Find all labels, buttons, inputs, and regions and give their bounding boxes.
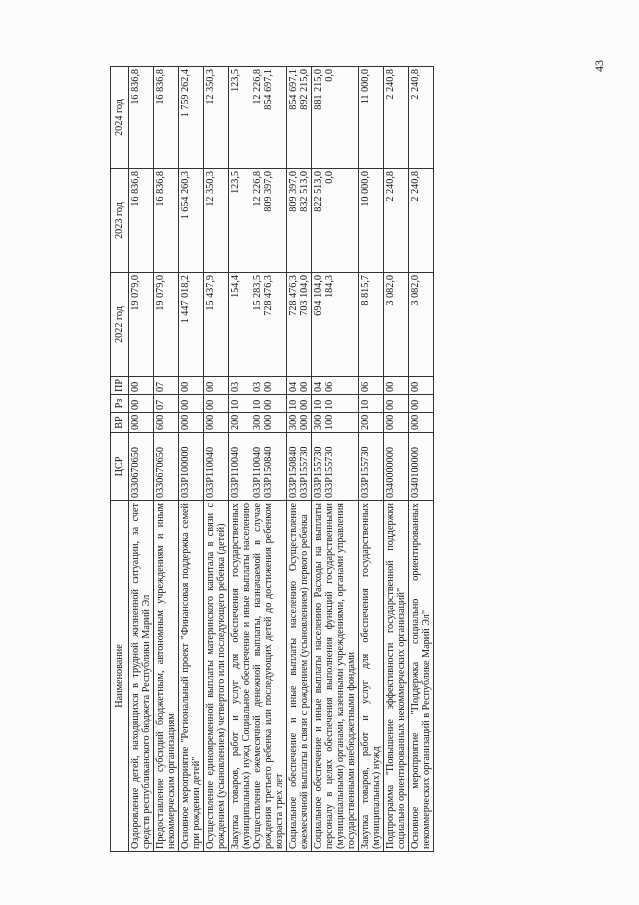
cell-csr — [229, 433, 287, 501]
cell-name: Предоставление субсидий бюджетным, автономным учреждениям и иным некоммерческим организациям — [154, 501, 179, 852]
cell-vr-line: 200 — [230, 414, 241, 430]
cell-2023-line — [241, 171, 252, 270]
cell-2023 — [229, 169, 287, 273]
header-vr: ВР — [111, 413, 129, 433]
header-csr: ЦСР — [111, 433, 129, 501]
header-row — [111, 67, 129, 852]
cell-2024-line: 881 215,0 — [313, 69, 324, 110]
header-2022: 2022 год — [111, 273, 129, 377]
cell-pr — [312, 377, 359, 395]
cell-csr-line: 0340000000 — [385, 447, 396, 498]
cell-vr-line: 000 — [205, 414, 216, 430]
cell-2023-line: 0,0 — [324, 171, 335, 184]
table-row — [409, 67, 434, 852]
cell-pr — [287, 377, 312, 395]
cell-rz — [409, 395, 434, 413]
cell-2024-line: 892 215,0 — [299, 69, 310, 110]
cell-2023-line: 2 240,8 — [385, 171, 396, 202]
cell-2022-line: 728 476,3 — [263, 275, 274, 316]
cell-vr — [179, 413, 204, 433]
cell-2023-line: 809 397,0 — [263, 171, 274, 212]
cell-pr-line: 00 — [130, 381, 141, 392]
cell-pr — [409, 377, 434, 395]
cell-rz-line: 00 — [205, 399, 216, 410]
cell-name: Основное мероприятие "Региональный проект "Финансовая поддержка семей при рождении детей" — [179, 501, 204, 852]
cell-name: Осуществление единовременной выплаты материнского капитала в связи с рождением (усыновлением) четвертого или последующего ребенка (детей) — [204, 501, 229, 852]
cell-vr-line: 000 — [180, 414, 191, 430]
cell-rz-line: 10 — [288, 399, 299, 410]
cell-vr-line: 000 — [410, 414, 421, 430]
cell-rz-line: 00 — [410, 399, 421, 410]
cell-rz-line: 07 — [155, 399, 166, 410]
cell-2023 — [359, 169, 384, 273]
cell-rz — [179, 395, 204, 413]
table-body — [129, 67, 434, 852]
cell-2024 — [154, 67, 179, 169]
cell-2022-line: 1 447 018,2 — [180, 275, 191, 324]
cell-vr-line: 300 — [252, 414, 263, 430]
cell-pr-line: 04 — [313, 381, 324, 392]
cell-2023-line: 2 240,8 — [410, 171, 421, 202]
cell-csr-line: 033P150840 — [263, 446, 274, 498]
cell-2024-line: 854 697,1 — [263, 69, 274, 110]
cell-vr-line: 100 — [324, 414, 335, 430]
table-row — [287, 67, 312, 852]
cell-rz-line: 00 — [180, 399, 191, 410]
cell-2023 — [409, 169, 434, 273]
cell-2022-line: 3 082,0 — [385, 275, 396, 306]
cell-rz-line: 10 — [230, 399, 241, 410]
cell-2022 — [409, 273, 434, 377]
cell-rz — [129, 395, 154, 413]
cell-rz-line: 00 — [385, 399, 396, 410]
cell-pr-line: 06 — [324, 381, 335, 392]
cell-2022 — [312, 273, 359, 377]
cell-csr — [204, 433, 229, 501]
cell-2023 — [312, 169, 359, 273]
table-row — [154, 67, 179, 852]
cell-2022-line: 15 437,9 — [205, 275, 216, 311]
cell-2024-line — [241, 69, 252, 166]
cell-2024-line: 16 836,8 — [155, 69, 166, 105]
cell-2023 — [287, 169, 312, 273]
cell-2022 — [384, 273, 409, 377]
cell-csr — [154, 433, 179, 501]
cell-2022 — [154, 273, 179, 377]
table-row — [229, 67, 287, 852]
cell-2022 — [129, 273, 154, 377]
cell-pr-line: 00 — [299, 381, 310, 392]
table-row — [129, 67, 154, 852]
cell-rz — [204, 395, 229, 413]
cell-pr-line: 00 — [180, 381, 191, 392]
cell-pr — [204, 377, 229, 395]
cell-vr-line: 000 — [263, 414, 274, 430]
cell-2023-line: 16 836,8 — [155, 171, 166, 207]
cell-csr — [312, 433, 359, 501]
cell-2023-line: 809 397,0 — [288, 171, 299, 212]
cell-vr — [229, 413, 287, 433]
cell-2022 — [287, 273, 312, 377]
cell-vr-line: 300 — [313, 414, 324, 430]
cell-2023 — [204, 169, 229, 273]
table-row — [384, 67, 409, 852]
cell-pr-line: 07 — [155, 381, 166, 392]
cell-csr — [287, 433, 312, 501]
cell-2022-line: 19 079,0 — [155, 275, 166, 311]
cell-csr-line: 033P155730 — [360, 446, 371, 498]
cell-2024 — [287, 67, 312, 169]
cell-rz — [359, 395, 384, 413]
cell-pr-line: 04 — [288, 381, 299, 392]
cell-pr — [359, 377, 384, 395]
cell-name: Закупка товаров, работ и услуг для обеспечения государственных (муниципальных) нужд Социальное обеспечение и иные выплаты населению Осуществление ежемесячной денежной выплаты, назначаемой в случае рождения третьего ребенка или последующих детей до достижения ребенком возраста трех лет — [229, 501, 287, 852]
cell-csr-line: 0330670650 — [155, 447, 166, 498]
cell-pr — [229, 377, 287, 395]
cell-2023-line: 16 836,8 — [130, 171, 141, 207]
cell-csr — [129, 433, 154, 501]
cell-vr — [129, 413, 154, 433]
cell-vr — [409, 413, 434, 433]
cell-pr-line: 06 — [360, 381, 371, 392]
cell-2022-line: 703 104,0 — [299, 275, 310, 316]
cell-2022-line — [241, 275, 252, 374]
cell-pr-line: 00 — [410, 381, 421, 392]
cell-csr-line: 033P155730 — [324, 446, 335, 498]
cell-rz — [229, 395, 287, 413]
cell-2024-line: 0,0 — [324, 69, 335, 82]
cell-csr-line: 033P155730 — [313, 446, 324, 498]
cell-2022-line: 3 082,0 — [410, 275, 421, 306]
cell-csr-line — [241, 435, 252, 498]
cell-pr-line: 03 — [230, 381, 241, 392]
cell-2022 — [229, 273, 287, 377]
cell-rz-line: 10 — [324, 399, 335, 410]
cell-vr — [384, 413, 409, 433]
table-row — [359, 67, 384, 852]
cell-vr-line: 000 — [299, 414, 310, 430]
cell-2024 — [179, 67, 204, 169]
cell-pr — [384, 377, 409, 395]
cell-rz-line: 00 — [299, 399, 310, 410]
header-2023: 2023 год — [111, 169, 129, 273]
cell-2023-line: 1 654 260,3 — [180, 171, 191, 220]
cell-rz-line — [241, 397, 252, 410]
cell-vr — [204, 413, 229, 433]
cell-pr-line: 00 — [385, 381, 396, 392]
cell-2024 — [359, 67, 384, 169]
cell-pr — [179, 377, 204, 395]
table-row — [204, 67, 229, 852]
cell-csr-line: 033P155730 — [299, 446, 310, 498]
budget-table — [110, 66, 434, 852]
cell-2023 — [154, 169, 179, 273]
cell-vr — [359, 413, 384, 433]
cell-csr-line: 033P110040 — [205, 446, 216, 498]
cell-2022 — [204, 273, 229, 377]
cell-csr-line: 033P100000 — [180, 446, 191, 498]
cell-2022-line: 8 815,7 — [360, 275, 371, 306]
cell-csr-line: 033P110040 — [230, 446, 241, 498]
cell-csr-line: 033P150840 — [288, 446, 299, 498]
cell-vr — [154, 413, 179, 433]
cell-2024-line: 123,5 — [230, 69, 241, 92]
cell-2023-line: 832 513,0 — [299, 171, 310, 212]
cell-2022-line: 15 283,5 — [252, 275, 263, 311]
cell-2023-line: 12 226,8 — [252, 171, 263, 207]
cell-2024 — [229, 67, 287, 169]
header-pr: ПР — [111, 377, 129, 395]
cell-pr — [154, 377, 179, 395]
cell-rz-line: 10 — [313, 399, 324, 410]
cell-2022-line: 154,4 — [230, 275, 241, 298]
cell-rz-line: 00 — [263, 399, 274, 410]
cell-2022-line: 184,3 — [324, 275, 335, 298]
cell-vr — [312, 413, 359, 433]
cell-csr — [384, 433, 409, 501]
cell-rz — [312, 395, 359, 413]
cell-2024-line: 2 240,8 — [410, 69, 421, 100]
cell-2024 — [409, 67, 434, 169]
cell-2024 — [384, 67, 409, 169]
cell-csr-line: 0330670650 — [130, 447, 141, 498]
cell-rz — [287, 395, 312, 413]
header-rz: Рз — [111, 395, 129, 413]
cell-pr-line — [241, 379, 252, 392]
cell-2024-line: 12 226,8 — [252, 69, 263, 105]
cell-vr — [287, 413, 312, 433]
page-number: 43 — [592, 60, 606, 72]
cell-2024-line: 16 836,8 — [130, 69, 141, 105]
cell-pr-line: 00 — [205, 381, 216, 392]
cell-2023 — [384, 169, 409, 273]
cell-2024-line: 11 000,0 — [360, 69, 371, 105]
cell-vr-line: 000 — [385, 414, 396, 430]
cell-2023 — [129, 169, 154, 273]
cell-name: Социальное обеспечение и иные выплаты населению Расходы на выплаты персоналу в целях обеспечения выполнения функций государственными (муниципальными) органами, казенными учреждениями, органами управления государственными внебюджетными фондами — [312, 501, 359, 852]
header-name: Наименование — [111, 501, 129, 852]
cell-vr-line: 000 — [130, 414, 141, 430]
cell-name: Оздоровление детей, находящихся в трудной жизненной ситуации, за счет средств республиканского бюджета Республики Марий Эл — [129, 501, 154, 852]
cell-name: Основное мероприятие "Поддержка социально ориентированных некоммерческих организаций в Республике Марий Эл" — [409, 501, 434, 852]
cell-2023 — [179, 169, 204, 273]
cell-vr-line: 600 — [155, 414, 166, 430]
rotated-page-content — [110, 67, 507, 852]
cell-2023-line: 10 000,0 — [360, 171, 371, 207]
cell-csr-line: 0340100000 — [410, 447, 421, 498]
cell-2022 — [359, 273, 384, 377]
cell-pr-line: 03 — [252, 381, 263, 392]
cell-rz — [384, 395, 409, 413]
cell-2023-line: 822 513,0 — [313, 171, 324, 212]
cell-name: Социальное обеспечение и иные выплаты населению Осуществление ежемесячной выплаты в связи с рождением (усыновлением) первого ребенка — [287, 501, 312, 852]
table-row — [312, 67, 359, 852]
cell-2024 — [204, 67, 229, 169]
cell-rz-line: 00 — [130, 399, 141, 410]
header-2024: 2024 год — [111, 67, 129, 169]
cell-vr-line: 300 — [288, 414, 299, 430]
cell-2022-line: 728 476,3 — [288, 275, 299, 316]
cell-2022-line: 694 104,0 — [313, 275, 324, 316]
cell-2024-line: 2 240,8 — [385, 69, 396, 100]
table-row — [179, 67, 204, 852]
cell-2023-line: 123,5 — [230, 171, 241, 194]
cell-name: Закупка товаров, работ и услуг для обеспечения государственных (муниципальных) нужд — [359, 501, 384, 852]
cell-vr-line: 200 — [360, 414, 371, 430]
cell-2024-line: 1 759 262,4 — [180, 69, 191, 118]
cell-2022 — [179, 273, 204, 377]
cell-2024-line: 12 350,3 — [205, 69, 216, 105]
cell-rz — [154, 395, 179, 413]
cell-2024-line: 854 697,1 — [288, 69, 299, 110]
cell-2024 — [312, 67, 359, 169]
cell-name: Подпрограмма "Повышение эффективности государственной поддержки социально ориентированных некоммерческих организаций" — [384, 501, 409, 852]
cell-vr-line — [241, 415, 252, 430]
cell-pr — [129, 377, 154, 395]
cell-csr — [409, 433, 434, 501]
cell-csr — [179, 433, 204, 501]
cell-rz-line: 10 — [360, 399, 371, 410]
cell-csr — [359, 433, 384, 501]
cell-2024 — [129, 67, 154, 169]
cell-rz-line: 10 — [252, 399, 263, 410]
cell-2022-line: 19 079,0 — [130, 275, 141, 311]
cell-2023-line: 12 350,3 — [205, 171, 216, 207]
cell-csr-line: 033P110040 — [252, 446, 263, 498]
cell-pr-line: 00 — [263, 381, 274, 392]
